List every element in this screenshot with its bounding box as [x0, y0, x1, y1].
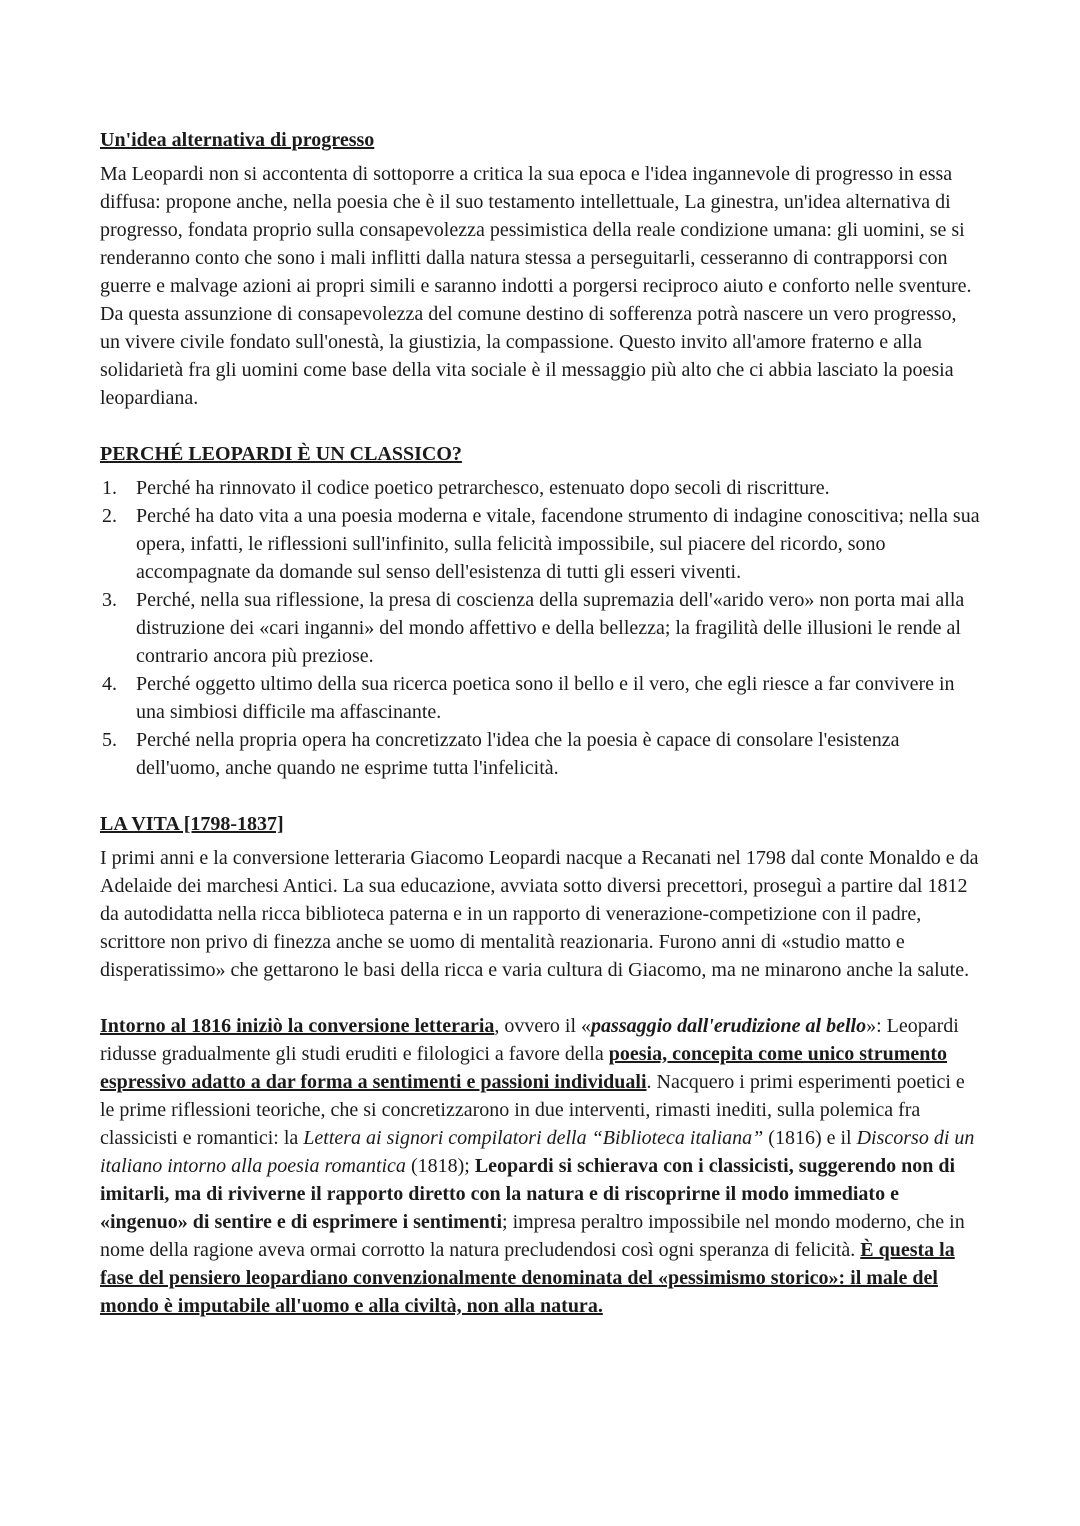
paragraph [100, 1012, 980, 1320]
text-run: (1818); [405, 1155, 475, 1177]
list-marker: 3. [102, 589, 117, 611]
text-run: PERCHÉ LEOPARDI È UN CLASSICO? [100, 443, 462, 465]
text-run: Lettera ai signori compilatori della “Biblioteca italiana” [303, 1127, 764, 1149]
list-item-text [136, 589, 964, 667]
text-run: . Nacquero i primi esperimenti poetici e le prime riflessioni teoriche, che si concretizzarono in due interventi, rimasti inediti, sulla polemica fra classicisti e romantici: la [100, 1071, 965, 1149]
list-item [100, 474, 980, 502]
list-marker: 5. [102, 729, 117, 751]
text-run: ; impresa peraltro impossibile nel mondo moderno, che in nome della ragione aveva ormai corrotto la natura precludendosi così ogni speranza di felicità. [100, 1211, 965, 1261]
list-marker: 4. [102, 673, 117, 695]
text-run: Perché ha dato vita a una poesia moderna e vitale, facendone strumento di indagine conoscitiva; nella sua opera, infatti, le riflessioni sull'infinito, sulla felicità impossibile, sul piacere del ricordo, sono accompagnate da domande sul senso dell'esistenza di tutti gli esseri viventi. [136, 505, 980, 583]
list-item-text [136, 505, 980, 583]
section-heading [100, 440, 980, 468]
paragraph [100, 844, 980, 984]
text-run: È questa la fase del pensiero leopardiano convenzionalmente denominata del «pessimismo storico»: il male del mondo è imputabile all'uomo e alla civiltà, non alla natura. [100, 1239, 955, 1317]
section-heading [100, 810, 980, 838]
text-run: poesia, concepita come unico strumento espressivo adatto a dar forma a sentimenti e passioni individuali [100, 1043, 948, 1093]
text-run: Ma Leopardi non si accontenta di sottoporre a critica la sua epoca e l'idea ingannevole di progresso in essa diffusa: propone anche, nella poesia che è il suo testamento intellettuale, La ginestra, un'idea alternativa di progresso, fondata proprio sulla consapevolezza pessimistica della reale condizione umana: gli uomini, se si renderanno conto che sono i mali inflitti dalla natura stessa a perseguitarli, cesseranno di contrapporsi con guerre e malvage azioni ai propri simili e saranno indotti a porgersi reciproco aiuto e conforto nelle sventure. Da questa assunzione di consapevolezza del comune destino di sofferenza potrà nascere un vero progresso, un vivere civile fondato sull'onestà, la giustizia, la compassione. Questo invito all'amore fraterno e alla solidarietà fra gli uomini come base della vita sociale è il messaggio più alto che ci abbia lasciato la poesia leopardiana. [100, 163, 972, 409]
text-run: Perché oggetto ultimo della sua ricerca poetica sono il bello e il vero, che egli riesce a far convivere in una simbiosi difficile ma affascinante. [136, 673, 955, 723]
list-item [100, 726, 980, 782]
text-run: Perché, nella sua riflessione, la presa di coscienza della supremazia dell'«arido vero» non porta mai alla distruzione dei «cari inganni» del mondo affettivo e della bellezza; la fragilità delle illusioni le rende al contrario ancora più preziose. [136, 589, 965, 667]
text-run: LA VITA [1798-1837] [100, 813, 284, 835]
text-run: Perché ha rinnovato il codice poetico petrarchesco, estenuato dopo secoli di riscritture. [136, 477, 830, 499]
text-run: »: Leopardi ridusse gradualmente gli studi eruditi e filologici a favore della [100, 1015, 959, 1065]
text-run: (1816) e il [763, 1127, 857, 1149]
list-marker: 2. [102, 505, 117, 527]
list-item [100, 586, 980, 670]
ordered-list [100, 474, 980, 782]
text-run: Intorno al 1816 iniziò la conversione letteraria [100, 1015, 495, 1037]
text-run: passaggio dall'erudizione al bello [591, 1015, 867, 1037]
text-run: Leopardi si schierava con i classicisti, suggerendo non di imitarli, ma di riviverne il rapporto diretto con la natura e di riscoprirne il modo immediato e «ingenuo» di sentire e di esprimere i sentimenti [100, 1155, 956, 1233]
list-item-text [136, 673, 955, 723]
list-item-text [136, 477, 830, 499]
text-run: Discorso di un italiano intorno alla poesia romantica [100, 1127, 975, 1177]
list-item-text [136, 729, 899, 779]
list-marker: 1. [102, 477, 117, 499]
paragraph [100, 160, 980, 412]
text-run: Un'idea alternativa di progresso [100, 129, 375, 151]
list-item [100, 502, 980, 586]
list-item [100, 670, 980, 726]
section-heading [100, 126, 980, 154]
text-run: Perché nella propria opera ha concretizzato l'idea che la poesia è capace di consolare l'esistenza dell'uomo, anche quando ne esprime tutta l'infelicità. [136, 729, 900, 779]
text-run: , ovvero il « [494, 1015, 592, 1037]
text-run: I primi anni e la conversione letteraria Giacomo Leopardi nacque a Recanati nel 1798 dal conte Monaldo e da Adelaide dei marchesi Antici. La sua educazione, avviata sotto diversi precettori, proseguì a partire dal 1812 da autodidatta nella ricca biblioteca paterna e in un rapporto di venerazione-competizione con il padre, scrittore non privo di finezza anche se uomo di mentalità reazionaria. Furono anni di «studio matto e disperatissimo» che gettarono le basi della ricca e varia cultura di Giacomo, ma ne minarono anche la salute. [100, 847, 979, 981]
